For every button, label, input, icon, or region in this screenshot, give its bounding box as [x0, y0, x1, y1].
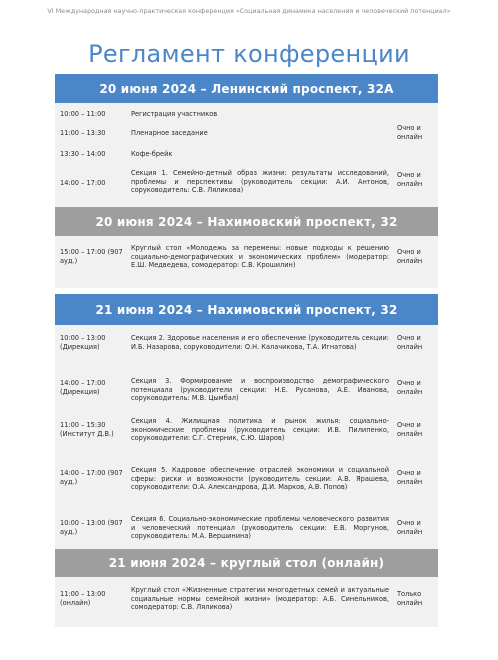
row-description: Кофе-брейк — [131, 150, 173, 158]
day-block — [55, 325, 438, 549]
row-mode: Очно и онлайн — [397, 379, 423, 396]
schedule-table — [55, 74, 438, 627]
row-mode: Очно и онлайн — [397, 171, 423, 188]
day-header: 21 июня 2024 – круглый стол (онлайн) — [55, 549, 438, 577]
day-block — [55, 236, 438, 288]
row-mode: Только онлайн — [397, 590, 423, 607]
row-mode: Очно и онлайн — [397, 469, 423, 486]
row-description: Пленарное заседание — [131, 129, 208, 137]
day-header: 21 июня 2024 – Нахимовский проспект, 32 — [55, 294, 438, 325]
row-mode: Очно и онлайн — [397, 248, 423, 265]
row-description: Круглый стол «Жизненные стратегии многодетных семей и актуальные социальные нормы семейной жизни» (модератор: А.Б. Синельников, сомодератор: С.В. Ляликова) — [131, 586, 389, 612]
row-time: 15:00 – 17:00 (907 ауд.) — [60, 248, 123, 265]
row-time: 13:30 – 14:00 — [60, 150, 106, 158]
row-description: Секция 6. Социально-экономические проблемы человеческого развития и человеческий потенциал (руководитель секции: Е.В. Моргунов, соруководитель: М.А. Вершинина) — [131, 515, 389, 541]
row-time: 10:00 – 11:00 — [60, 110, 106, 118]
row-mode: Очно и онлайн — [397, 334, 423, 351]
day-header: 20 июня 2024 – Нахимовский проспект, 32 — [55, 207, 438, 236]
row-time: 10:00 – 13:00 (Дирекция) — [60, 334, 106, 351]
row-time: 14:00 – 17:00 (907 ауд.) — [60, 469, 123, 486]
row-description: Секция 5. Кадровое обеспечение отраслей экономики и социальной сферы: риски и возможности (руководитель секции: А.В. Ярашева, соруководители: О.А. Александрова, Д.И. Марков, А.В. Попов) — [131, 466, 389, 492]
row-time: 14:00 – 17:00 — [60, 179, 106, 187]
row-time: 11:00 – 13:30 — [60, 129, 106, 137]
row-description: Секция 4. Жилищная политика и рынок жилья: социально-экономические проблемы (руководитель секции: И.В. Пилипенко, соруководители: С.Г. Стерник, С.Ю. Шаров) — [131, 417, 389, 443]
conference-name: VI Международная научно-практическая конференция «Социальная динамика населения и человеческий потенциал» — [47, 8, 451, 15]
row-description: Секция 1. Семейно-детный образ жизни: результаты исследований, проблемы и перспективы (руководитель секции: А.И. Антонов, соруководитель: С.В. Ляликова) — [131, 169, 389, 195]
row-description: Круглый стол «Молодежь за перемены: новые подходы к решению социально-демографических и экономических проблем» (модератор: Е.Ш. Медведева, сомодератор: С.В. Крошилин) — [131, 244, 389, 270]
row-description: Секция 3. Формирование и воспроизводство демографического потенциала (руководители секции: Н.Е. Русанова, А.Е. Иванова, соруководитель: М.В. Цымбал) — [131, 377, 389, 403]
row-description: Регистрация участников — [131, 110, 218, 118]
row-time: 10:00 – 13:00 (907 ауд.) — [60, 519, 123, 536]
day-header: 20 июня 2024 – Ленинский проспект, 32А — [55, 74, 438, 103]
row-description: Секция 2. Здоровье населения и его обеспечение (руководитель секции: И.Б. Назарова, соруководители: О.Н. Калачикова, Т.А. Игнатова) — [131, 334, 389, 351]
day-block — [55, 103, 438, 207]
row-time: 14:00 – 17:00 (Дирекция) — [60, 379, 106, 396]
row-time: 11:00 – 13:00 (онлайн) — [60, 590, 106, 607]
row-time: 11:00 – 15:30 (Институт Д.В.) — [60, 421, 114, 438]
row-mode: Очно и онлайн — [397, 519, 423, 536]
day-block — [55, 577, 438, 627]
page-title: Регламент конференции — [88, 40, 410, 68]
row-mode: Очно и онлайн — [397, 124, 423, 141]
row-mode: Очно и онлайн — [397, 421, 423, 438]
